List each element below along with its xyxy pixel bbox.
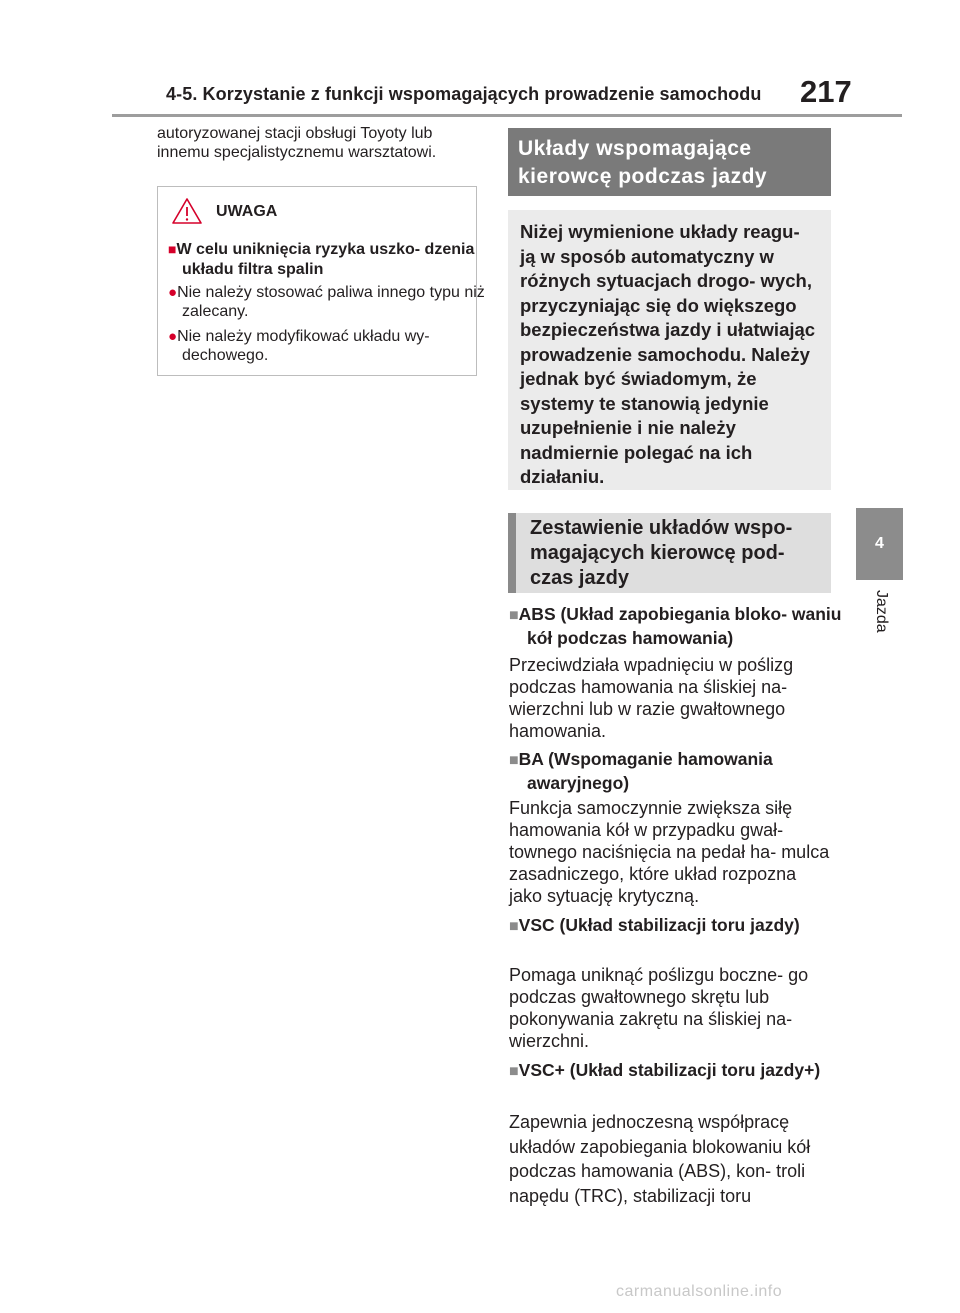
system-description: Przeciwdziała wpadnięciu w poślizg podczas hamowania na śliskiej na- wierzchni lub w razie gwałtownego hamowania. bbox=[509, 655, 794, 741]
system-heading-text: ABS (Układ zapobiegania bloko- waniu kół podczas hamowania) bbox=[518, 604, 842, 648]
chapter-label: Jazda bbox=[873, 590, 890, 633]
square-bullet-icon: ■ bbox=[509, 607, 519, 624]
warning-item-text: Nie należy modyfikować układu wy- dechowego. bbox=[177, 328, 430, 364]
system-heading-text: BA (Wspomaganie hamowania awaryjnego) bbox=[518, 749, 773, 793]
square-bullet-icon: ■ bbox=[509, 752, 519, 769]
section-intro: Niżej wymienione układy reagu- ją w sposób automatyczny w różnych sytuacjach drogo- wych, przyczyniając się do większego bezpieczeństwa jazdy i ułatwiając prowadzenie samochodu. Należy jednak być świadomym, że systemy te stanowią jedynie uzupełnienie i nie należy nadmiernie polegać na ich działaniu. bbox=[508, 210, 831, 490]
continued-paragraph: autoryzowanej stacji obsługi Toyoty lub innemu specjalistycznemu warsztatowi. bbox=[157, 125, 437, 161]
circle-bullet-icon: ● bbox=[168, 284, 178, 301]
warning-heading-text: W celu uniknięcia ryzyka uszko- dzenia układu filtra spalin bbox=[176, 241, 475, 278]
warning-triangle-icon bbox=[171, 197, 203, 225]
warning-title: UWAGA bbox=[216, 203, 278, 220]
warning-box bbox=[157, 186, 485, 376]
system-heading-text: VSC (Układ stabilizacji toru jazdy) bbox=[518, 915, 800, 935]
page-header-title: 4-5. Korzystanie z funkcji wspomagających prowadzenie samochodu bbox=[166, 84, 762, 104]
system-description: Zapewnia jednoczesną współpracę układów zapobiegania blokowaniu kół podczas hamowania (ABS), kon- troli napędu (TRC), stabilizacji toru bbox=[509, 1112, 811, 1206]
subsection-title: Zestawienie układów wspo- magających kierowcę pod- czas jazdy bbox=[508, 513, 831, 593]
square-bullet-icon: ■ bbox=[509, 918, 519, 935]
circle-bullet-icon: ● bbox=[168, 328, 178, 345]
system-heading bbox=[509, 748, 852, 794]
system-heading bbox=[509, 603, 852, 649]
system-heading bbox=[509, 914, 852, 938]
watermark: carmanualsonline.info bbox=[616, 1283, 783, 1300]
system-heading-text: VSC+ (Układ stabilizacji toru jazdy+) bbox=[518, 1060, 821, 1080]
chapter-number: 4 bbox=[875, 535, 884, 552]
square-bullet-icon: ■ bbox=[168, 241, 177, 257]
system-description: Pomaga uniknąć poślizgu boczne- go podczas gwałtownego skrętu lub pokonywania zakrętu na śliskiej na- wierzchni. bbox=[509, 965, 809, 1051]
system-description: Funkcja samoczynnie zwiększa siłę hamowania kół w przypadku gwał- townego naciśnięcia na pedał ha- mulca zasadniczego, które układ rozpozna jako sytuację krytyczną. bbox=[509, 798, 830, 906]
system-heading bbox=[509, 1059, 852, 1083]
page-number: 217 bbox=[800, 74, 852, 109]
chapter-tab bbox=[856, 508, 903, 580]
warning-heading bbox=[168, 239, 482, 280]
header-divider bbox=[112, 114, 902, 117]
warning-item-text: Nie należy stosować paliwa innego typu niż zalecany. bbox=[177, 284, 485, 320]
section-title: Układy wspomagające kierowcę podczas jazdy bbox=[508, 128, 831, 196]
warning-item bbox=[168, 283, 487, 321]
warning-item bbox=[168, 327, 487, 365]
square-bullet-icon: ■ bbox=[509, 1063, 519, 1080]
